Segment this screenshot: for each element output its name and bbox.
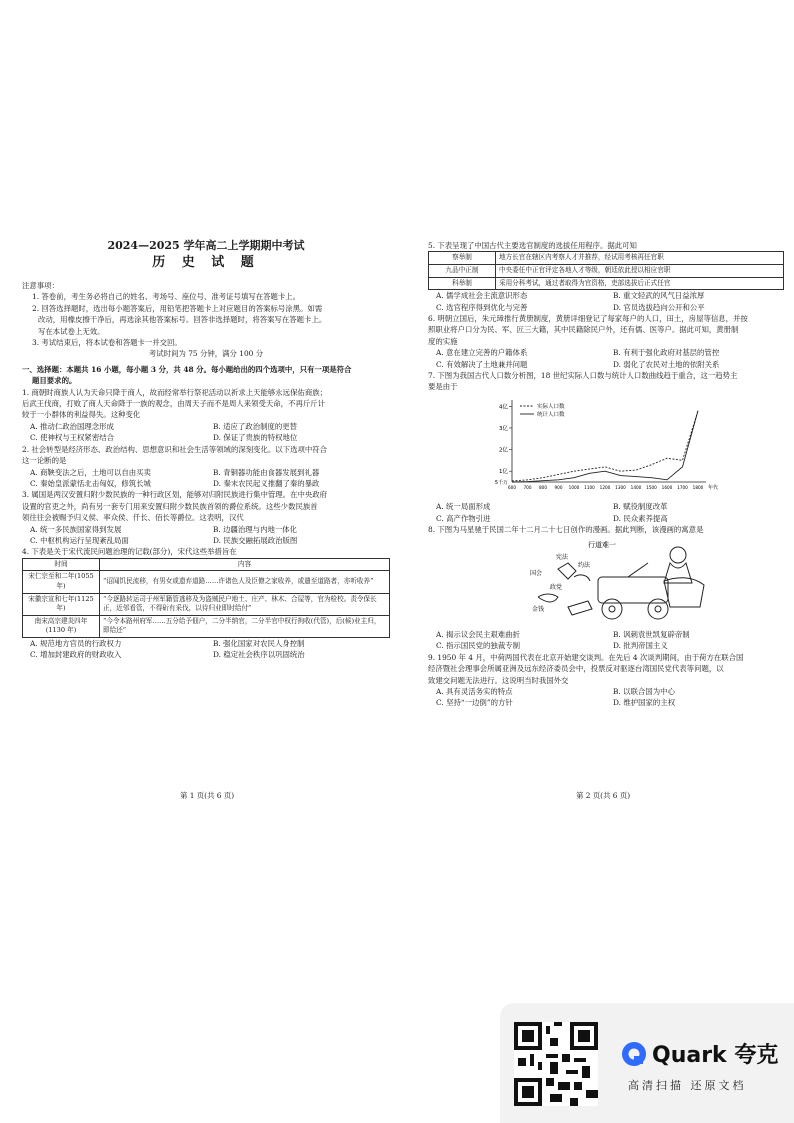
option: C. 增加封建政府的财政收入 bbox=[30, 650, 122, 660]
notice-line: 2. 回答选择题时，选出每小题答案后，用铅笔把答题卡上对应题目的答案标号涂黑。如需 bbox=[32, 303, 323, 313]
table-cell: 九品中正制 bbox=[429, 265, 496, 278]
question-6-options bbox=[428, 347, 784, 370]
cartoon-title: 行道难一 bbox=[588, 541, 616, 550]
table-row bbox=[429, 265, 784, 278]
legend-label: 统计人口数 bbox=[537, 411, 565, 418]
question-8: 8. 下图为马星驰于民国二年十二月二十七日创作的漫画。据此判断，该漫画的寓意是 bbox=[428, 525, 704, 535]
question-1: 后武王伐商，打败了商人天命降于一族的观念，由周天子而不是周人来领受天命，不再斤斤计 bbox=[22, 399, 326, 409]
page-footer-right: 第 2 页(共 6 页) bbox=[576, 791, 631, 800]
x-tick-label: 1300 bbox=[615, 484, 626, 490]
question-8-options bbox=[428, 629, 784, 652]
x-tick-label: 1000 bbox=[568, 484, 580, 490]
page-footer-left: 第 1 页(共 6 页) bbox=[180, 791, 235, 800]
option: A. 意在建立完善的户籍体系 bbox=[436, 348, 528, 358]
option: C. 指示国民党的独裁专制 bbox=[436, 641, 520, 651]
option: B. 适应了政治制度的更替 bbox=[213, 421, 298, 431]
option: C. 有效解决了土地兼并问题 bbox=[436, 359, 528, 369]
cartoon-label: 国会 bbox=[530, 570, 543, 578]
notice-line: 改动，用橡皮擦干净后，再选涂其他答案标号。回答非选择题时，将答案写在答题卡上。 bbox=[38, 315, 327, 325]
option: A. 规范地方官员的行政权力 bbox=[30, 638, 122, 648]
x-tick-label: 1400 bbox=[630, 484, 642, 490]
cartoon-drawing bbox=[528, 537, 728, 623]
y-tick-label: 4亿 bbox=[499, 404, 508, 411]
question-6: 6. 明朝立国后，朱元璋推行黄册制度，黄册详细登记了每家每户的人口，田土，房屋等信息，并按 bbox=[428, 314, 748, 323]
question-3: 设置的官吏之外，尚有另一套专门用来安置归附少数民族首领的爵位系统。这些少数民族首 bbox=[22, 501, 318, 511]
question-6: 照职业将户口分为民、军、匠三大籍，其中民籍除民户外，还有儒、医等户。据此可知，黄册制 bbox=[428, 325, 739, 335]
series-line-0 bbox=[512, 410, 698, 480]
option: D. 官员选拔趋向公开和公平 bbox=[613, 302, 705, 312]
option: D. 维护国家的主权 bbox=[613, 698, 676, 708]
song-refugee-table bbox=[22, 558, 390, 638]
question-1: 较于一小群体的利益得失。这种变化 bbox=[22, 410, 141, 420]
cartoon bbox=[428, 537, 784, 626]
option: A. 具有灵活务实的特点 bbox=[436, 686, 513, 696]
table-row bbox=[23, 615, 390, 637]
table-cell: 采用分科考试，通过者取得为官资格，吏部选拔后正式任官 bbox=[496, 277, 784, 290]
option: D. 民众素养提高 bbox=[613, 513, 668, 523]
population-chart-svg bbox=[488, 396, 728, 496]
x-tick-label: 1700 bbox=[677, 484, 688, 490]
table-header: 内容 bbox=[100, 558, 390, 571]
question-9: 致建交问题无法进行。这说明当时我国外交 bbox=[428, 675, 569, 685]
official-selection-table bbox=[428, 251, 784, 290]
series-line-1 bbox=[512, 410, 698, 481]
question-3-options bbox=[22, 524, 390, 547]
table-cell: 中央委任中正官评定各地人才等级，朝廷依此授以相应官职 bbox=[496, 265, 784, 278]
question-2: 这一论断的是 bbox=[22, 456, 67, 466]
population-chart bbox=[428, 396, 784, 499]
table-row bbox=[429, 277, 784, 290]
table-cell: “今逐路转运司于州军籍管逃移及为盗贼民户地土、庄产、林木、合屋等，官为检校。责令保长正，近邻看管，不得斫有采伐，以待归业即时给付” bbox=[100, 593, 390, 615]
option: A. 儒学成社会主流意识形态 bbox=[436, 291, 528, 301]
question-9-options bbox=[428, 686, 784, 709]
cartoon-label: 宪法 bbox=[556, 554, 569, 562]
question-7: 7. 下图为我国古代人口数分析图，18 世纪实际人口数与统计人口数曲线趋于重合，这一趋势主 bbox=[428, 371, 738, 381]
table-cell: 察举制 bbox=[429, 252, 496, 265]
option: B. 青铜器功能由食器发展到礼器 bbox=[213, 467, 320, 477]
left-page bbox=[22, 238, 390, 661]
legend-label: 实际人口数 bbox=[537, 403, 565, 410]
y-tick-label: 1亿 bbox=[499, 469, 508, 476]
x-tick-label: 1500 bbox=[646, 484, 657, 490]
question-4-options bbox=[22, 638, 390, 661]
right-page bbox=[428, 240, 784, 709]
x-tick-label: 800 bbox=[539, 484, 547, 490]
time-info: 考试时间为 75 分钟，满分 100 分 bbox=[148, 349, 264, 359]
cartoon-label: 政党 bbox=[550, 584, 563, 592]
cartoon-label: 约法 bbox=[578, 562, 591, 570]
x-tick-label: 700 bbox=[523, 484, 532, 490]
option: B. 讽刺袁世凯复辟帝制 bbox=[613, 629, 690, 639]
x-axis-label: 年代 bbox=[708, 484, 719, 491]
question-5-options bbox=[428, 290, 784, 313]
notice-line: 3. 考试结束后，将本试卷和答题卡一并交回。 bbox=[32, 338, 182, 348]
option: A. 商鞅变法之后，土地可以自由买卖 bbox=[30, 467, 151, 477]
y-tick-label: 3亿 bbox=[499, 425, 508, 432]
option: A. 揭示议会民主艰难曲折 bbox=[436, 629, 520, 639]
exam-subtitle: 历 史 试 题 bbox=[152, 255, 260, 270]
table-cell: 宋徽宗宣和七年(1125 年) bbox=[23, 593, 100, 615]
table-header: 时间 bbox=[23, 558, 100, 571]
x-tick-label: 900 bbox=[554, 484, 563, 490]
table-row bbox=[23, 571, 390, 593]
qr-code-icon bbox=[514, 1022, 598, 1106]
option: B. 边疆治理与内地一体化 bbox=[213, 524, 298, 534]
option: C. 选官程序得到优化与完善 bbox=[436, 302, 528, 312]
option: D. 弱化了农民对土地的依附关系 bbox=[613, 359, 720, 369]
x-tick-label: 1100 bbox=[584, 484, 595, 490]
notice-heading: 注意事项： bbox=[22, 281, 59, 290]
option: B. 赋役制度改革 bbox=[613, 502, 668, 512]
cartoon-label: 金钱 bbox=[532, 606, 545, 614]
quark-slogan: 高清扫描 还原文档 bbox=[628, 1079, 747, 1092]
table-cell: “诏闻饥民流移，有男女或遗弃道路……许诸色人及臣僚之家收养，或遣至道路者，亦听收养” bbox=[100, 571, 390, 593]
question-1: 1. 商朝时商族人认为天命只降于商人，故而经常举行祭祀活动以祈求上天能够永远保佑商族； bbox=[22, 387, 328, 397]
question-9: 9. 1950 年 4 月，中荷两国代表在北京开始建交谈判。在先后 4 次谈判期间，由于荷方在联合国 bbox=[428, 652, 744, 662]
x-tick-label: 1800 bbox=[692, 484, 704, 490]
section-heading: 一、选择题：本题共 16 小题，每小题 3 分，共 48 分。每小题给出的四个选项中，只有一项是符合 bbox=[22, 364, 352, 374]
option: C. 中枢机构运行呈现紊乱局面 bbox=[30, 535, 129, 545]
option: D. 民族交融拓展政治版图 bbox=[213, 535, 298, 545]
question-2-options bbox=[22, 467, 390, 490]
option: B. 强化国家对农民人身控制 bbox=[213, 638, 305, 648]
option: C. 坚持“一边倒”的方针 bbox=[436, 698, 513, 708]
option: A. 推动仁政治国理念形成 bbox=[30, 421, 114, 431]
notice-line: 写在本试卷上无效。 bbox=[38, 326, 105, 336]
x-tick-label: 1600 bbox=[661, 484, 673, 490]
x-tick-label: 600 bbox=[508, 484, 516, 490]
question-7: 要是由于 bbox=[428, 382, 458, 392]
option: A. 统一局面形成 bbox=[436, 502, 491, 512]
table-cell: 地方长官在辖区内考察人才并推荐，经试用考核再任官职 bbox=[496, 252, 784, 265]
table-cell: 科举制 bbox=[429, 277, 496, 290]
question-1-options bbox=[22, 421, 390, 444]
x-tick-label: 1200 bbox=[599, 484, 611, 490]
option: D. 批判帝国主义 bbox=[613, 641, 668, 651]
question-4: 4. 下表是关于宋代流民问题治理的记载(部分)，宋代这些举措旨在 bbox=[22, 547, 237, 557]
section-heading: 题目要求的。 bbox=[32, 376, 77, 386]
option: D. 秦末农民起义推翻了秦的暴政 bbox=[213, 478, 320, 488]
exam-title: 2024—2025 学年高二上学期期中考试 bbox=[107, 239, 305, 252]
option: B. 有利于强化政府对基层的管控 bbox=[613, 348, 720, 358]
option: A. 统一多民族国家得到发展 bbox=[30, 524, 122, 534]
question-7-options bbox=[428, 501, 784, 524]
option: B. 以联合国为中心 bbox=[613, 686, 675, 696]
option: C. 使神权与王权紧密结合 bbox=[30, 433, 114, 443]
question-9: 经济暨社会理事会所属亚洲及远东经济委员会中，投票反对驱逐台湾国民党代表等问题，以 bbox=[428, 664, 724, 674]
question-5: 5. 下表呈现了中国古代主要选官制度的选拔任用程序。据此可知 bbox=[428, 241, 637, 250]
option: C. 高产作物引进 bbox=[436, 513, 491, 523]
y-tick-label: 2亿 bbox=[499, 447, 508, 454]
question-6: 度的实施 bbox=[428, 336, 458, 346]
table-cell: 宋仁宗至和二年(1055 年) bbox=[23, 571, 100, 593]
option: B. 重文轻武的风气日益浓厚 bbox=[613, 291, 705, 301]
y-unit-label: 5千万 bbox=[494, 479, 508, 486]
table-cell: 南宋高宗建炎四年(1130 年) bbox=[23, 615, 100, 637]
table-cell: “今令本路州府军……五分给予佃户，二分半纳官，二分半官中权行拘收(代管)，后(候)业主归，即给还” bbox=[100, 615, 390, 637]
option: D. 稳定社会秩序以巩固统治 bbox=[213, 650, 305, 660]
table-row bbox=[23, 593, 390, 615]
notice-line: 1. 答卷前，考生务必将自己的姓名、考场号、座位号、准考证号填写在答题卡上。 bbox=[32, 292, 301, 302]
option: C. 秦始皇派蒙恬北击匈奴，修筑长城 bbox=[30, 478, 151, 488]
question-2: 2. 社会转型是经济形态、政治结构、思想意识和社会生活等领域的深刻变化。以下选项中符合 bbox=[22, 444, 328, 454]
quark-brand: Quark 夸克 bbox=[652, 1043, 779, 1068]
question-3: 3. 属国是两汉安置归附少数民族的一种行政区划，能够对归附民族进行集中管理。在中央政府 bbox=[22, 490, 328, 500]
question-3: 领往往会被赐予归义侯、率众侯、仟长、佰长等爵位。这表明，汉代 bbox=[22, 513, 244, 523]
table-row bbox=[429, 252, 784, 265]
option: D. 保证了贵族的特权地位 bbox=[213, 433, 298, 443]
